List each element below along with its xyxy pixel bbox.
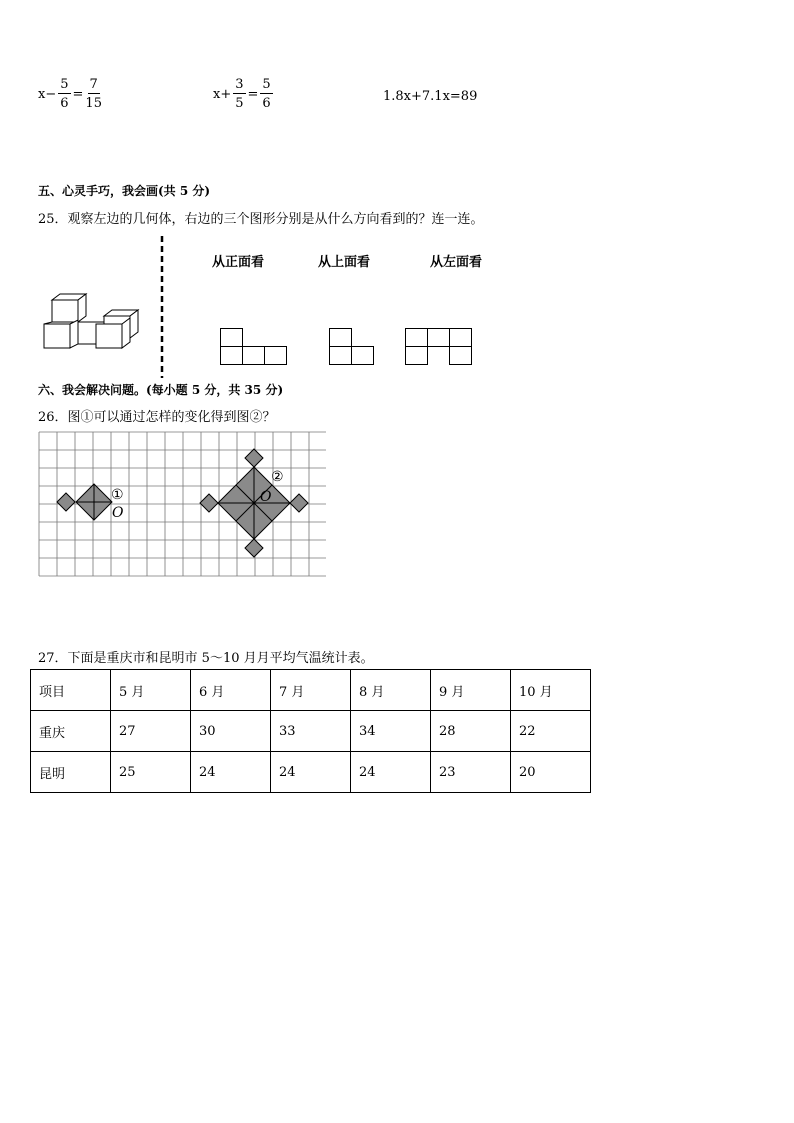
table-cell: 24: [351, 752, 431, 793]
equation-2-prefix: x+: [213, 86, 232, 102]
question-26: 26．图①可以通过怎样的变化得到图②？: [38, 410, 276, 425]
table-cell: 34: [351, 711, 431, 752]
temperature-table: [30, 669, 591, 793]
table-row: [31, 711, 591, 752]
table-cell: 27: [111, 711, 191, 752]
table-header-cell: 8 月: [351, 670, 431, 711]
table-cell: 24: [271, 752, 351, 793]
table-header-row: [31, 670, 591, 711]
table-cell: 昆明: [31, 752, 111, 793]
question-25: 25．观察左边的几何体，右边的三个图形分别是从什么方向看到的？连一连。: [38, 212, 484, 227]
table-header-cell: 5 月: [111, 670, 191, 711]
table-cell: 24: [191, 752, 271, 793]
equation-2-fraction-right: $\frac{5}{6}$: [262, 77, 271, 111]
figure-1-center-label: O: [112, 505, 124, 521]
view-shape-3: [405, 328, 473, 366]
table-cell: 22: [511, 711, 591, 752]
equation-3: 1.8x+7.1x=89: [383, 89, 478, 104]
equation-2-fraction-left: $\frac{3}{5}$: [235, 77, 244, 111]
table-cell: 20: [511, 752, 591, 793]
cube-solid-figure: [40, 292, 144, 354]
table-cell: 重庆: [31, 711, 111, 752]
table-header-cell: 7 月: [271, 670, 351, 711]
equals-sign: =: [247, 86, 259, 102]
figure-2-center-label: O: [260, 489, 272, 505]
equation-1-fraction-right: $\frac{7}{15}$: [85, 77, 102, 111]
table-header-cell: 6 月: [191, 670, 271, 711]
view-shape-1: [220, 328, 288, 366]
table-cell: 23: [431, 752, 511, 793]
view-shape-2: [329, 328, 375, 366]
view-label-top: 从上面看: [318, 255, 371, 270]
equation-1-fraction-left: $\frac{5}{6}$: [60, 77, 69, 111]
figure-2-label: ②: [271, 469, 284, 485]
figure-1-label: ①: [111, 487, 124, 503]
view-label-left: 从左面看: [430, 255, 483, 270]
table-cell: 28: [431, 711, 511, 752]
equals-sign: =: [72, 86, 84, 102]
table-header-cell: 10 月: [511, 670, 591, 711]
table-header-cell: 项目: [31, 670, 111, 711]
question-27: 27．下面是重庆市和昆明市 5～10 月月平均气温统计表。: [38, 651, 374, 666]
equation-1-prefix: x−: [38, 86, 57, 102]
table-row: [31, 752, 591, 793]
view-label-front: 从正面看: [212, 255, 265, 270]
dashed-divider: [159, 236, 165, 378]
table-header-cell: 9 月: [431, 670, 511, 711]
table-cell: 30: [191, 711, 271, 752]
table-cell: 25: [111, 752, 191, 793]
table-cell: 33: [271, 711, 351, 752]
section-6-title: 六、我会解决问题。(每小题 5 分，共 35 分): [38, 383, 284, 397]
section-5-title: 五、心灵手巧，我会画(共 5 分): [38, 184, 211, 198]
equation-2: [213, 78, 275, 110]
equation-1: [38, 78, 104, 110]
transformation-grid: [38, 431, 326, 577]
